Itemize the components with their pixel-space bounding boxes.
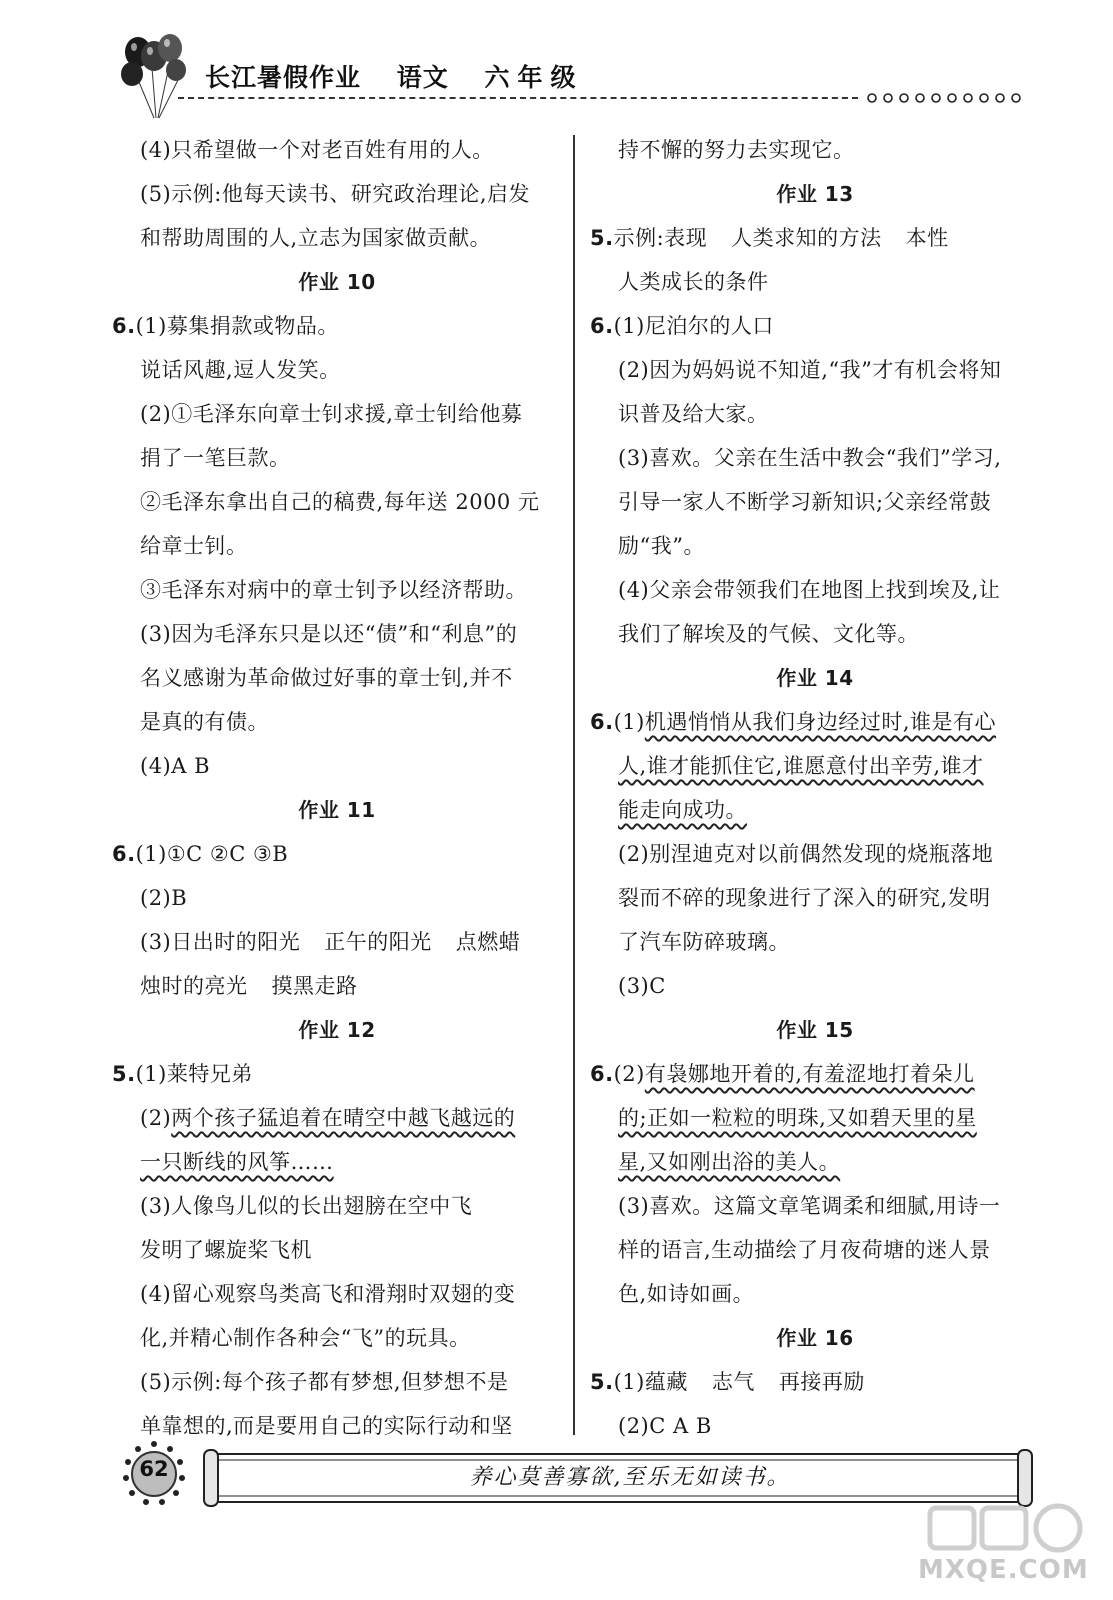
section-title-13: 作业 13 — [776, 182, 854, 206]
answer-line — [590, 1360, 1040, 1404]
answer-line: 引导一家人不断学习新知识;父亲经常鼓 — [618, 490, 992, 514]
section-title-14: 作业 14 — [776, 666, 854, 690]
answer-line: (4)A B — [140, 754, 211, 778]
answer-line: 我们了解埃及的气候、文化等。 — [618, 622, 919, 646]
underlined-text: 有袅娜地开着的,有羞涩地打着朵儿 — [644, 1062, 975, 1086]
answer-line: (3)喜欢。这篇文章笔调柔和细腻,用诗一 — [618, 1194, 1001, 1218]
answer-line: 励“我”。 — [618, 534, 705, 558]
answer-line: (2)①毛泽东向章士钊求援,章士钊给他募 — [140, 402, 523, 426]
answer-line — [590, 216, 1040, 260]
answer-text: 再接再励 — [778, 1370, 865, 1394]
answer-line: 持不懈的努力去实现它。 — [618, 138, 855, 162]
answer-line: (2)C A B — [618, 1414, 712, 1438]
question-number: 5. — [590, 1370, 614, 1394]
right-column — [590, 128, 1040, 1448]
answer-line: 识普及给大家。 — [618, 402, 769, 426]
underlined-text: 星,又如刚出浴的美人。 — [618, 1150, 841, 1174]
answer-line: 单靠想的,而是要用自己的实际行动和坚 — [140, 1414, 513, 1438]
answer-line: 人类成长的条件 — [618, 270, 769, 294]
answer-line: 样的语言,生动描绘了月夜荷塘的迷人景 — [618, 1238, 991, 1262]
answer-line — [112, 304, 562, 348]
answer-line: (4)只希望做一个对老百姓有用的人。 — [140, 138, 494, 162]
answer-text: 本性 — [905, 226, 949, 250]
answer-line: 捐了一笔巨款。 — [140, 446, 291, 470]
column-divider — [573, 135, 575, 1435]
answer-line: (3)人像鸟儿似的长出翅膀在空中飞 — [140, 1194, 473, 1218]
answer-line: (2)B — [140, 886, 188, 910]
answer-line: (3)因为毛泽东只是以还“债”和“利息”的 — [140, 622, 518, 646]
answer-line — [590, 1052, 1040, 1096]
underlined-text: 机遇悄悄从我们身边经过时,谁是有心 — [644, 710, 997, 734]
answer-line: ③毛泽东对病中的章士钊予以经济帮助。 — [140, 578, 527, 602]
question-number: 6. — [112, 314, 136, 338]
answer-line: (2)别涅迪克对以前偶然发现的烧瓶落地 — [618, 842, 994, 866]
section-title-16: 作业 16 — [776, 1326, 854, 1350]
answer-text: (1)莱特兄弟 — [135, 1062, 253, 1086]
answer-line — [112, 1096, 562, 1140]
section-title-15: 作业 15 — [776, 1018, 854, 1042]
answer-line: (4)留心观察鸟类高飞和滑翔时双翅的变 — [140, 1282, 516, 1306]
answer-line: 裂而不碎的现象进行了深入的研究,发明 — [618, 886, 991, 910]
question-number: 6. — [590, 710, 614, 734]
question-number: 6. — [590, 1062, 614, 1086]
answer-line — [112, 1140, 562, 1184]
section-title-10: 作业 10 — [298, 270, 376, 294]
footer-motto: 养心莫善寡欲,至乐无如读书。 — [469, 1465, 791, 1490]
question-number: 5. — [590, 226, 614, 250]
answer-text: (1)蕴藏 — [613, 1370, 688, 1394]
answer-text: 示例:表现 — [613, 226, 708, 250]
answer-line: 了汽车防碎玻璃。 — [618, 930, 790, 954]
answer-text: (2) — [140, 1106, 172, 1130]
answer-line — [590, 788, 1040, 832]
header-divider — [178, 97, 858, 99]
answer-line: 色,如诗如画。 — [618, 1282, 755, 1306]
subject-title: 语文 — [396, 63, 449, 92]
answer-line: 发明了螺旋桨飞机 — [140, 1238, 312, 1262]
underlined-text: 能走向成功。 — [618, 798, 747, 822]
grade-title: 六年级 — [484, 63, 584, 92]
answer-line — [590, 744, 1040, 788]
section-title-11: 作业 11 — [298, 798, 376, 822]
answer-line: 给章士钊。 — [140, 534, 248, 558]
underlined-text: 的;正如一粒粒的明珠,又如碧天里的星 — [618, 1106, 977, 1130]
answer-line: ②毛泽东拿出自己的稿费,每年送 2000 元 — [140, 490, 540, 514]
underlined-text: 一只断线的风筝…… — [140, 1150, 334, 1174]
page-number: 62 — [139, 1457, 169, 1481]
series-title: 长江暑假作业 — [205, 63, 362, 92]
answer-line — [112, 832, 562, 876]
answer-line: 说话风趣,逗人发笑。 — [140, 358, 341, 382]
answer-line: (5)示例:他每天读书、研究政治理论,启发 — [140, 182, 530, 206]
answer-line — [112, 964, 562, 1008]
balloons-icon — [118, 28, 188, 120]
answer-text: (1)募集捐款或物品。 — [135, 314, 339, 338]
header-dots-decoration — [860, 91, 1040, 105]
answer-text: (3)日出时的阳光 — [140, 930, 301, 954]
answer-line: (3)喜欢。父亲在生活中教会“我们”学习, — [618, 446, 1002, 470]
answer-line: (4)父亲会带领我们在地图上找到埃及,让 — [618, 578, 1001, 602]
answer-text: (2) — [613, 1062, 645, 1086]
answer-line: 化,并精心制作各种会“飞”的玩具。 — [140, 1326, 471, 1350]
underlined-text: 人,谁才能抓住它,谁愿意付出辛劳,谁才 — [618, 754, 984, 778]
answer-text: (1) — [613, 710, 645, 734]
header-title — [205, 58, 609, 94]
answer-line: 名义感谢为革命做过好事的章士钊,并不 — [140, 666, 513, 690]
answer-line — [590, 1140, 1040, 1184]
answer-text: 点燃蜡 — [455, 930, 521, 954]
question-number: 6. — [590, 314, 614, 338]
answer-line: 是真的有债。 — [140, 710, 269, 734]
question-number: 6. — [112, 842, 136, 866]
answer-text: 正午的阳光 — [324, 930, 432, 954]
page-header — [0, 0, 1113, 120]
left-column — [112, 128, 562, 1448]
answer-line — [590, 700, 1040, 744]
question-number: 5. — [112, 1062, 136, 1086]
underlined-text: 两个孩子猛追着在晴空中越飞越远的 — [171, 1106, 516, 1130]
answer-text: (1)①C ②C ③B — [135, 842, 289, 866]
answer-line: (5)示例:每个孩子都有梦想,但梦想不是 — [140, 1370, 509, 1394]
section-title-12: 作业 12 — [298, 1018, 376, 1042]
answer-line: 和帮助周围的人,立志为国家做贡献。 — [140, 226, 492, 250]
answer-text: 摸黑走路 — [271, 974, 358, 998]
answer-line — [590, 304, 1040, 348]
answer-line — [590, 1096, 1040, 1140]
answer-line: (2)因为妈妈说不知道,“我”才有机会将知 — [618, 358, 1002, 382]
answer-line: (3)C — [618, 974, 666, 998]
watermark-text: MXQE.COM — [918, 1555, 1089, 1585]
answer-text: (1)尼泊尔的人口 — [613, 314, 774, 338]
answer-text: 人类求知的方法 — [731, 226, 882, 250]
answer-line — [112, 920, 562, 964]
answer-text: 志气 — [711, 1370, 755, 1394]
answer-text: 烛时的亮光 — [140, 974, 248, 998]
answer-line — [112, 1052, 562, 1096]
